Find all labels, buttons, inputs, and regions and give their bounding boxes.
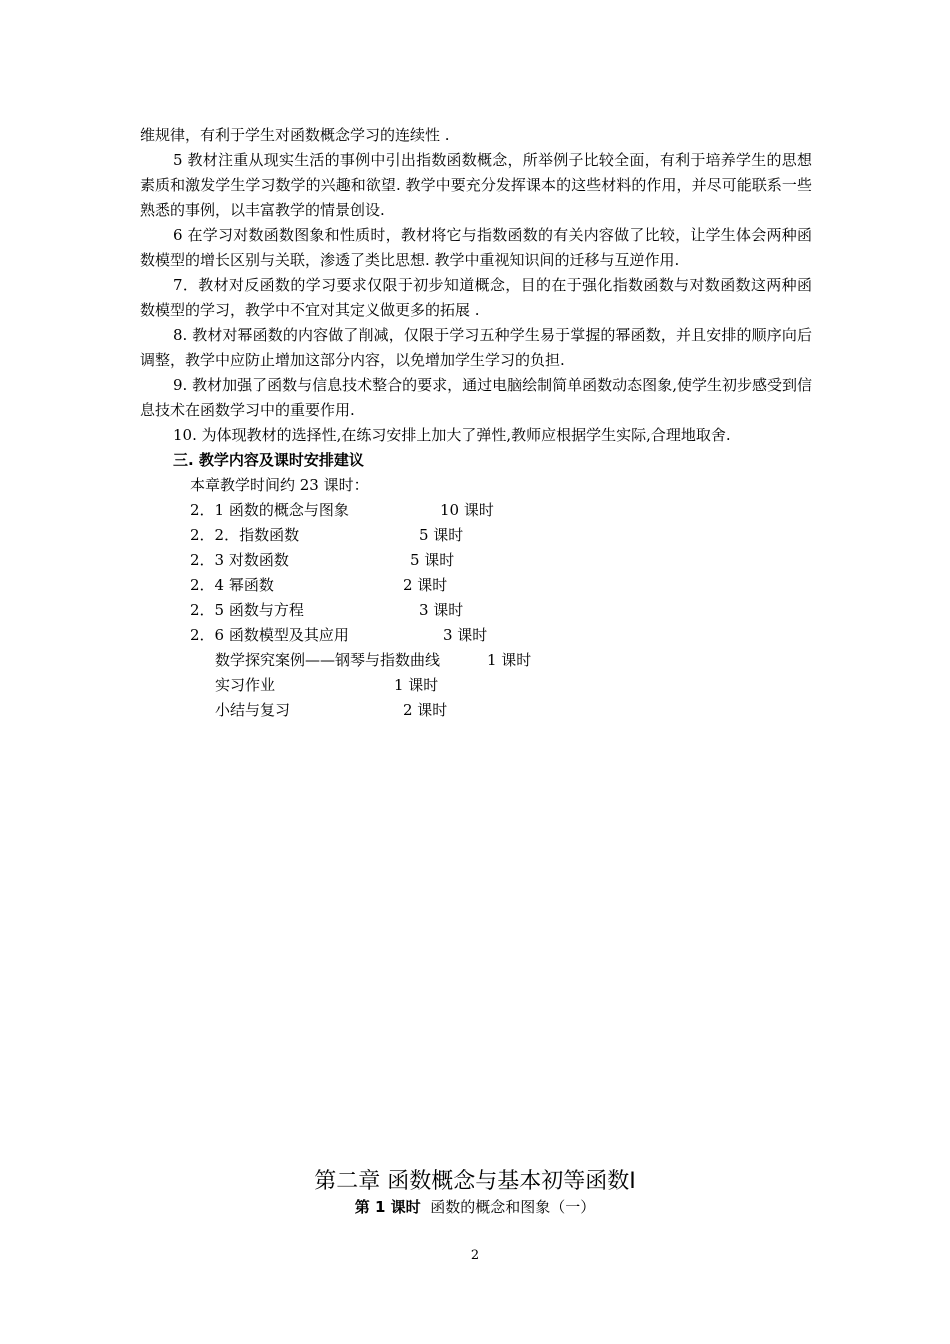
schedule-hours: 2 课时 — [403, 576, 448, 594]
schedule-intro: 本章教学时间约 23 课时： — [190, 476, 369, 494]
lesson-title — [0, 1196, 950, 1218]
schedule-label: 2．4 幂函数 — [190, 576, 274, 594]
page-number: 2 — [470, 1248, 480, 1263]
schedule-hours: 2 课时 — [403, 701, 448, 719]
schedule-hours: 1 课时 — [394, 676, 439, 694]
schedule-hours: 3 课时 — [419, 601, 464, 619]
section-heading: 三. 教学内容及课时安排建议 — [173, 451, 364, 469]
schedule-hours: 5 课时 — [410, 551, 455, 569]
schedule-label: 2．6 函数模型及其应用 — [190, 626, 349, 644]
chapter-title: 第二章 函数概念与基本初等函数Ⅰ — [314, 1169, 636, 1194]
schedule-hours: 10 课时 — [440, 501, 494, 519]
schedule-label: 2．3 对数函数 — [190, 551, 289, 569]
lesson-topic: 函数的概念和图象（一） — [420, 1198, 596, 1216]
lesson-number: 第 1 课时 — [354, 1198, 421, 1216]
paragraph-item-10: 10. 为体现教材的选择性,在练习安排上加大了弹性,教师应根据学生实际,合理地取舍. — [173, 426, 731, 444]
paragraph-item-9: 9. 教材加强了函数与信息技术整合的要求，通过电脑绘制简单函数动态图象,使学生初步感受到信息技术在函数学习中的重要作用. — [140, 376, 812, 419]
schedule-label: 2．5 函数与方程 — [190, 601, 304, 619]
paragraph-item-8: 8. 教材对幂函数的内容做了削减，仅限于学习五种学生易于掌握的幂函数，并且安排的顺序向后调整，教学中应防止增加这部分内容，以免增加学生学习的负担. — [140, 326, 812, 369]
paragraph-continuation: 维规律，有利于学生对函数概念学习的连续性 . — [140, 126, 450, 144]
paragraph-item-6: 6 在学习对数函数图象和性质时，教材将它与指数函数的有关内容做了比较，让学生体会两种函数模型的增长区别与关联，渗透了类比思想. 教学中重视知识间的迁移与互逆作用. — [140, 226, 812, 269]
schedule-hours: 3 课时 — [443, 626, 488, 644]
schedule-label: 小结与复习 — [215, 701, 291, 719]
schedule-label: 数学探究案例——钢琴与指数曲线 — [215, 651, 441, 669]
paragraph-item-5: 5 教材注重从现实生活的事例中引出指数函数概念，所举例子比较全面，有利于培养学生的思想素质和激发学生学习数学的兴趣和欲望. 教学中要充分发挥课本的这些材料的作用，并尽可能联系一些熟悉的事例，以丰富教学的情景创设. — [140, 151, 812, 219]
schedule-hours: 5 课时 — [419, 526, 464, 544]
schedule-label: 实习作业 — [215, 676, 276, 694]
schedule-label: 2．2．指数函数 — [190, 526, 300, 544]
paragraph-item-7: 7．教材对反函数的学习要求仅限于初步知道概念，目的在于强化指数函数与对数函数这两种函数模型的学习，教学中不宜对其定义做更多的拓展 . — [140, 276, 812, 319]
schedule-label: 2．1 函数的概念与图象 — [190, 501, 349, 519]
schedule-hours: 1 课时 — [487, 651, 532, 669]
